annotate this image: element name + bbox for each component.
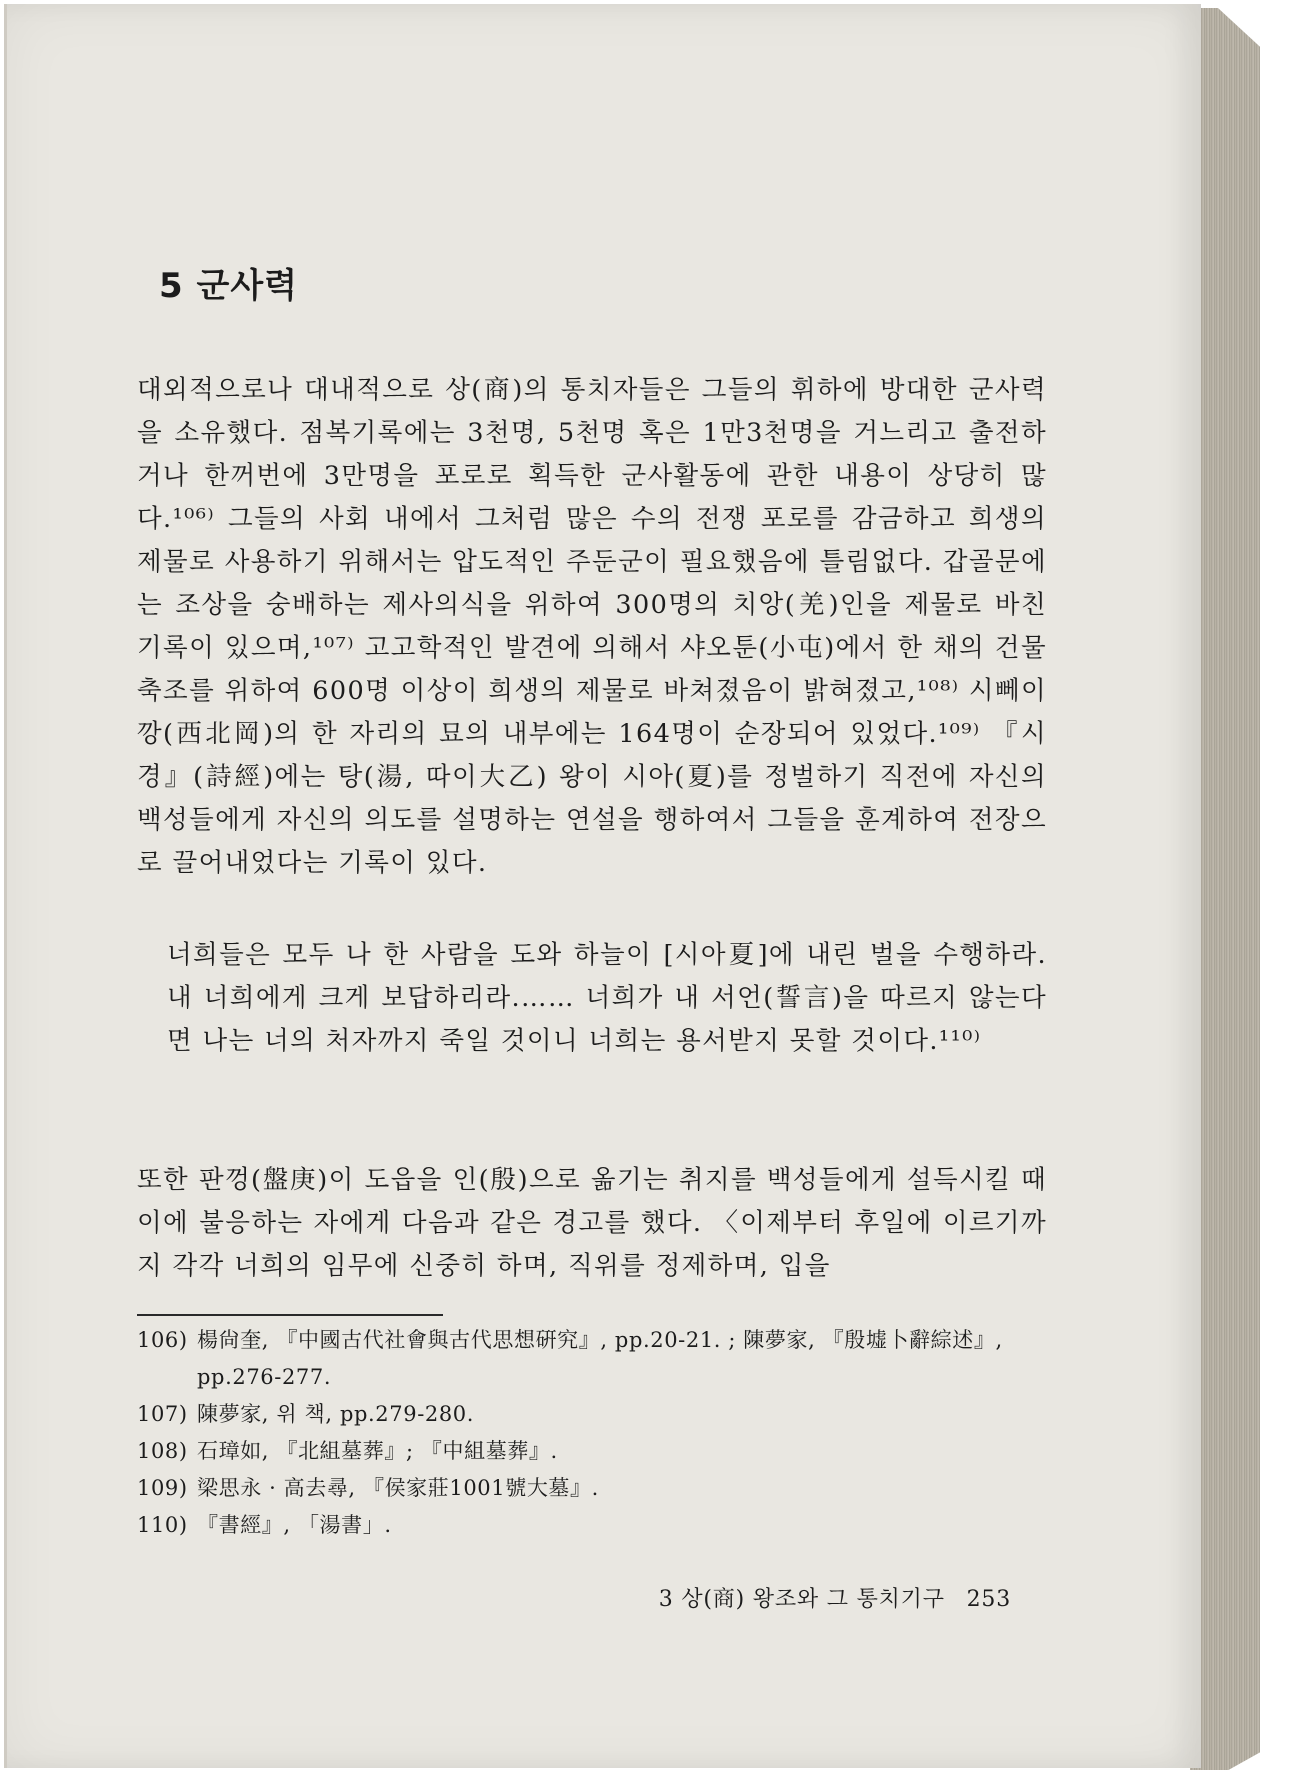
- body-paragraph: 대외적으로나 대내적으로 상(商)의 통치자들은 그들의 휘하에 방대한 군사력을 소유했다. 점복기록에는 3천명, 5천명 혹은 1만3천명을 거느리고 출전하거나 한꺼번에 3만명을 포로로 획득한 군사활동에 관한 내용이 상당히 많다.¹⁰⁶⁾ 그들의 사회 내에서 그처럼 많은 수의 전쟁 포로를 감금하고 희생의 제물로 사용하기 위해서는 압도적인 주둔군이 필요했음에 틀림없다. 갑골문에는 조상을 숭배하는 제사의식을 위하여 300명의 치앙(羌)인을 제물로 바친 기록이 있으며,¹⁰⁷⁾ 고고학적인 발견에 의해서 샤오툰(小屯)에서 한 채의 건물 축조를 위하여 600명 이상이 희생의 제물로 바쳐졌음이 밝혀졌고,¹⁰⁸⁾ 시뻬이깡(西北岡)의 한 자리의 묘의 내부에는 164명이 순장되어 있었다.¹⁰⁹⁾ 『시경』(詩經)에는 탕(湯, 따이大乙) 왕이 시아(夏)를 정벌하기 직전에 자신의 백성들에게 자신의 의도를 설명하는 연설을 행하여서 그들을 훈계하여 전장으로 끌어내었다는 기록이 있다.: [137, 375, 1047, 878]
- footnotes: [137, 1322, 1057, 1544]
- footnote-text: 『書經』, 「湯書」.: [197, 1513, 392, 1537]
- running-title: 3 상(商) 왕조와 그 통치기구: [658, 1587, 945, 1612]
- footnote-number: 106): [137, 1328, 188, 1352]
- page-number: 253: [966, 1587, 1011, 1612]
- footnote-number: 109): [137, 1476, 188, 1500]
- footnote-number: 110): [137, 1513, 188, 1537]
- body-paragraph: 또한 판껑(盤庚)이 도읍을 인(殷)으로 옮기는 취지를 백성들에게 설득시킬 때 이에 불응하는 자에게 다음과 같은 경고를 했다. 〈이제부터 후일에 이르기까지 각각 너희의 임무에 신중히 하며, 직위를 정제하며, 입을: [137, 1165, 1047, 1281]
- footnote: [137, 1433, 1057, 1470]
- book-page: [4, 4, 1201, 1768]
- footnote-number: 107): [137, 1402, 188, 1426]
- running-footer: [659, 1582, 1011, 1613]
- section-heading: 5 군사력: [159, 266, 299, 306]
- footnote-text: 石璋如, 『北組墓葬』; 『中組墓葬』.: [197, 1439, 558, 1463]
- footnote: [137, 1322, 1057, 1396]
- footnote-text: 陳夢家, 위 책, pp.279-280.: [197, 1402, 475, 1426]
- footnote-text: 楊尙奎, 『中國古代社會與古代思想硏究』, pp.20-21. ; 陳夢家, 『殷墟卜辭綜述』, pp.276-277.: [197, 1328, 1003, 1389]
- footnote-divider: [137, 1314, 443, 1316]
- footnote-text: 梁思永 · 高去尋, 『侯家莊1001號大墓』.: [197, 1476, 599, 1500]
- footnote: [137, 1396, 1057, 1433]
- footnote: [137, 1507, 1057, 1544]
- block-quote: 너희들은 모두 나 한 사람을 도와 하늘이 [시아夏]에 내린 벌을 수행하라. 내 너희에게 크게 보답하리라.…… 너희가 내 서언(誓言)을 따르지 않는다면 나는 너의 처자까지 죽일 것이니 너희는 용서받지 못할 것이다.¹¹⁰⁾: [167, 940, 1047, 1056]
- footnote: [137, 1470, 1057, 1507]
- footnote-number: 108): [137, 1439, 188, 1463]
